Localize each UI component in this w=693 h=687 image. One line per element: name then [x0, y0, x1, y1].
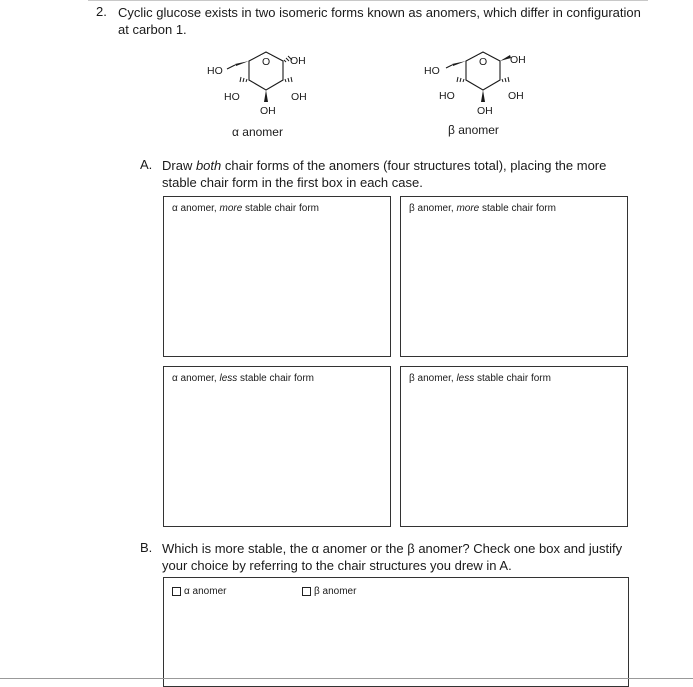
answer-box[interactable] [163, 577, 629, 687]
alpha-less-stable-box[interactable] [163, 366, 391, 527]
beta-c3-wedge [481, 90, 485, 102]
alpha-c1-oh: OH [290, 55, 306, 67]
part-a-text-pre: Draw [162, 158, 196, 173]
part-a-text-em: both [195, 158, 222, 173]
alpha-option[interactable] [172, 586, 226, 597]
part-a-text-post: chair forms of the anomers (four structures total), placing the more stable chair form in the first box in each case. [162, 158, 607, 190]
alpha-ring-o: O [262, 56, 271, 68]
part-a-text [162, 157, 642, 191]
alpha-c6-oh: HO [207, 65, 223, 77]
beta-checkbox[interactable] [302, 587, 311, 596]
beta-c2-oh: OH [508, 90, 524, 102]
box-label: α anomer, more stable chair form [172, 203, 319, 214]
alpha-checkbox[interactable] [172, 587, 181, 596]
part-b-label: B. [140, 540, 153, 555]
beta-c6-wedge [452, 61, 466, 66]
alpha-c6-wedge [235, 61, 249, 66]
beta-anomer-structure [418, 48, 538, 123]
alpha-c2-oh: OH [291, 91, 307, 103]
question-text: Cyclic glucose exists in two isomeric forms known as anomers, which differ in configuration at carbon 1. [118, 5, 641, 37]
alpha-c4-oh: HO [224, 91, 240, 103]
beta-anomer-caption: β anomer [448, 123, 499, 137]
beta-c2-hash [502, 77, 509, 82]
beta-less-stable-box[interactable] [400, 366, 628, 527]
box-label: β anomer, less stable chair form [409, 373, 551, 384]
alpha-anomer-structure [200, 48, 320, 123]
alpha-option-label: α anomer [184, 586, 227, 597]
alpha-anomer-caption: α anomer [232, 125, 283, 139]
alpha-c4-hash [240, 77, 247, 82]
beta-ring-o: O [479, 56, 488, 68]
beta-more-stable-box[interactable] [400, 196, 628, 357]
alpha-more-stable-box[interactable] [163, 196, 391, 357]
beta-c6-oh: HO [424, 65, 440, 77]
alpha-c3-oh: OH [260, 105, 276, 117]
part-a-label: A. [140, 157, 153, 172]
beta-c3-oh: OH [477, 105, 493, 117]
top-rule [88, 0, 648, 1]
alpha-c2-hash [285, 77, 292, 82]
beta-option[interactable] [302, 586, 356, 597]
part-b-text: Which is more stable, the α anomer or the β anomer? Check one box and justify your choice by referring to the chair structures you drew in A. [162, 541, 623, 573]
beta-c4-oh: HO [439, 90, 455, 102]
beta-c4-hash [457, 77, 464, 82]
box-label: β anomer, more stable chair form [409, 203, 556, 214]
beta-c1-oh: OH [510, 54, 526, 66]
alpha-c3-wedge [264, 90, 268, 102]
box-label: α anomer, less stable chair form [172, 373, 314, 384]
beta-option-label: β anomer [314, 586, 357, 597]
question-number: 2. [96, 4, 107, 19]
bottom-rule [0, 678, 693, 679]
